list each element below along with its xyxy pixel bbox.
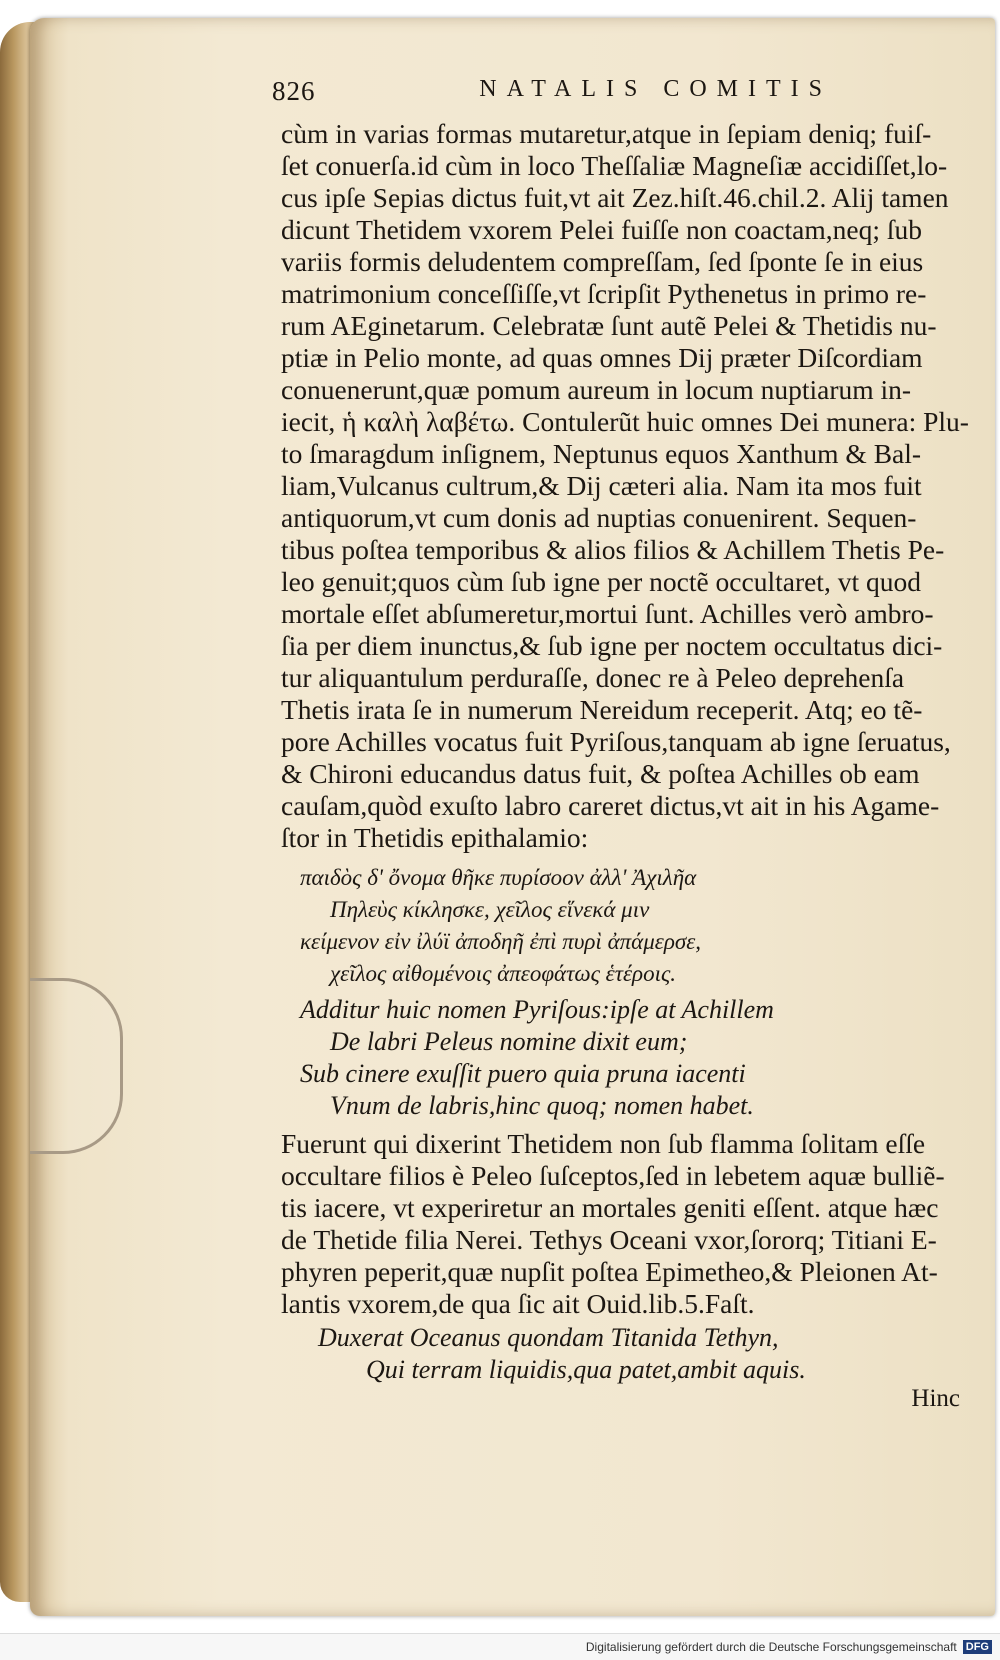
text-line: lantis vxorem,de qua ſic ait Ouid.lib.5.Faſt. (281, 1288, 755, 1319)
text-line: matrimonium conceſſiſſe,vt ſcripſit Pythenetus in primo re- (281, 278, 927, 309)
text-line: ſtor in Thetidis epithalamio: (281, 822, 589, 853)
text-line: to ſmaragdum inſignem, Neptunus equos Xanthum & Bal- (281, 438, 922, 469)
text-line: tur aliquantulum perduraſſe, donec re à Peleo deprehenſa (281, 662, 905, 693)
text-line: dicunt Thetidem vxorem Pelei fuiſſe non coactam,neq; ſub (281, 214, 922, 245)
ovid-verse-line: Duxerat Oceanus quondam Titanida Tethyn, (318, 1323, 779, 1352)
latin-verse-line: Additur huic nomen Pyriſous:ipſe at Achillem (300, 995, 774, 1024)
greek-verse-line: Πηλεὺς κίκλησκε, χεῖλος εἵνεκά μιν (330, 897, 650, 922)
text-line: iecit, ἡ καλὴ λαβέτω. Contulerũt huic omnes Dei munera: Plu- (281, 406, 969, 437)
text-line: tis iacere, vt experiretur an mortales geniti eſſent. atque hæc (281, 1192, 939, 1223)
dfg-logo-icon: DFG (963, 1640, 992, 1654)
text-line: rum AEginetarum. Celebratæ ſunt autẽ Pelei & Thetidis nu- (281, 310, 937, 341)
digitization-footer (0, 1633, 1000, 1660)
text-line: cauſam,quòd exuſto labro careret dictus,vt ait in his Agame- (281, 790, 940, 821)
text-line: de Thetide filia Nerei. Tethys Oceani vxor,ſororq; Titiani E- (281, 1224, 937, 1255)
text-line: & Chironi educandus datus fuit, & poſtea Achilles ob eam (281, 758, 920, 789)
text-line: occultare filios è Peleo ſuſceptos,ſed in lebetem aquæ bulliẽ- (281, 1160, 945, 1191)
latin-verse-line: De labri Peleus nomine dixit eum; (330, 1027, 688, 1056)
text-line: leo genuit;quos cùm ſub igne per noctẽ occultaret, vt quod (281, 566, 921, 597)
text-line: Fuerunt qui dixerint Thetidem non ſub flamma ſolitam eſſe (281, 1128, 926, 1159)
text-line: pore Achilles vocatus fuit Pyriſous,tanquam ab igne ſeruatus, (281, 726, 951, 757)
text-line: cus ipſe Sepias dictus fuit,vt ait Zez.hiſt.46.chil.2. Alij tamen (281, 182, 949, 213)
text-line: phyren peperit,quæ nupſit poſtea Epimetheo,& Pleionen At- (281, 1256, 938, 1287)
text-line: antiquorum,vt cum donis ad nuptias conuenirent. Sequen- (281, 502, 917, 533)
latin-verse-line: Sub cinere exuſſit puero quia pruna iacenti (300, 1059, 746, 1088)
funding-credit: Digitalisierung gefördert durch die Deutsche Forschungsgemeinschaft (585, 1640, 957, 1654)
text-line: conuenerunt,quæ pomum aureum in locum nuptiarum in- (281, 374, 912, 405)
text-line: ptiæ in Pelio monte, ad quas omnes Dij præter Diſcordiam (281, 342, 923, 373)
text-line: cùm in varias formas mutaretur,atque in ſepiam deniq; fuiſ- (281, 118, 932, 149)
ovid-verse-line: Qui terram liquidis,qua patet,ambit aquis. (366, 1355, 806, 1384)
text-line: ſet conuerſa.id cùm in loco Theſſaliæ Magneſiæ accidiſſet,lo- (281, 150, 948, 181)
greek-verse-line: παιδὸς δ' ὄνομα θῆκε πυρίσοον ἀλλ' Ἀχιλῆα (300, 865, 697, 890)
page-number: 826 (272, 76, 316, 106)
text-line: ſia per diem inunctus,& ſub igne per noctem occultatus dici- (281, 630, 943, 661)
text-line: liam,Vulcanus cultrum,& Dij cæteri alia. Nam ita mos fuit (281, 470, 922, 501)
running-header (272, 76, 832, 107)
text-line: variis formis deludentem compreſſam, ſed ſponte ſe in eius (281, 246, 924, 277)
running-title: NATALIS COMITIS (479, 76, 832, 102)
text-line: Thetis irata ſe in numerum Nereidum receperit. Atq; eo tẽ- (281, 694, 923, 725)
greek-verse-line: κείμενον εἰν ἰλύϊ ἀποδηῆ ἐπὶ πυρὶ ἀπάμερσε, (300, 929, 702, 954)
latin-verse-line: Vnum de labris,hinc quoq; nomen habet. (330, 1091, 754, 1120)
text-line: tibus poſtea temporibus & alios filios & Achillem Thetis Pe- (281, 534, 945, 565)
text-line: mortale eſſet abſumeretur,mortui ſunt. Achilles verò ambro- (281, 598, 934, 629)
greek-verse-line: χεῖλος αἰθομένοις ἀπεοφάτως ἑτέροις. (330, 961, 677, 986)
catchword: Hinc (911, 1385, 960, 1412)
